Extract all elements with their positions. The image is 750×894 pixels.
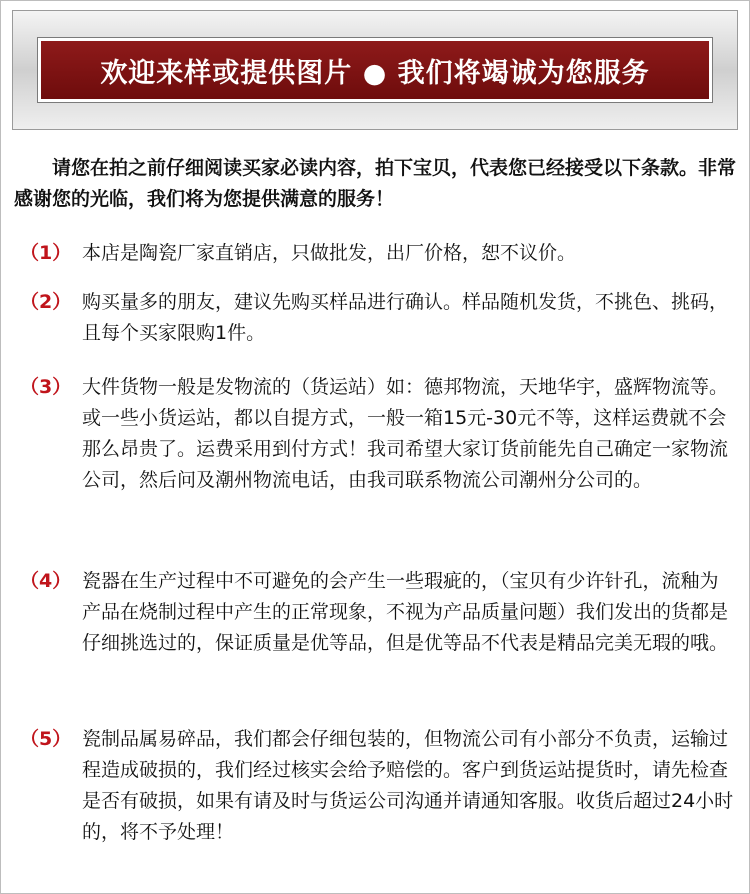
item-text: 购买量多的朋友，建议先购买样品进行确认。样品随机发货，不挑色、挑码，且每个买家限购1件。 — [82, 291, 729, 344]
item-text: 本店是陶瓷厂家直销店，只做批发，出厂价格，恕不议价。 — [82, 242, 577, 264]
item-number: （2） — [20, 291, 72, 313]
item-number: （4） — [20, 570, 72, 592]
banner — [12, 10, 738, 130]
item-number: （3） — [20, 376, 72, 398]
banner-inner-frame — [37, 37, 713, 103]
banner-red-panel — [41, 41, 709, 99]
notice-item-2 — [20, 287, 736, 349]
item-text: 大件货物一般是发物流的（货运站）如：德邦物流，天地华宇，盛辉物流等。或一些小货运站，都以自提方式，一般一箱15元-30元不等，这样运费就不会那么昂贵了。运费采用到付方式！我司希望大家订货前能先自己确定一家物流公司，然后问及潮州物流电话，由我司联系物流公司潮州分公司的。 — [82, 376, 729, 491]
notice-item-4 — [20, 566, 736, 659]
item-number: （5） — [20, 728, 72, 750]
intro-paragraph: 请您在拍之前仔细阅读买家必读内容，拍下宝贝，代表您已经接受以下条款。非常感谢您的光临，我们将为您提供满意的服务！ — [14, 157, 737, 210]
item-text: 瓷器在生产过程中不可避免的会产生一些瑕疵的，（宝贝有少许针孔，流釉为产品在烧制过程中产生的正常现象，不视为产品质量问题）我们发出的货都是仔细挑选过的，保证质量是优等品，但是优等品不代表是精品完美无瑕的哦。 — [82, 570, 729, 654]
item-number: （1） — [20, 242, 72, 264]
notice-item-1 — [20, 238, 736, 269]
banner-title: 欢迎来样或提供图片 ● 我们将竭诚为您服务 — [100, 57, 650, 89]
item-text: 瓷制品属易碎品，我们都会仔细包装的，但物流公司有小部分不负责，运输过程造成破损的，我们经过核实会给予赔偿的。客户到货运站提货时，请先检查是否有破损，如果有请及时与货运公司沟通并请通知客服。收货后超过24小时的，将不予处理！ — [82, 728, 734, 843]
notice-item-5 — [20, 724, 736, 848]
notice-item-3 — [20, 372, 736, 496]
